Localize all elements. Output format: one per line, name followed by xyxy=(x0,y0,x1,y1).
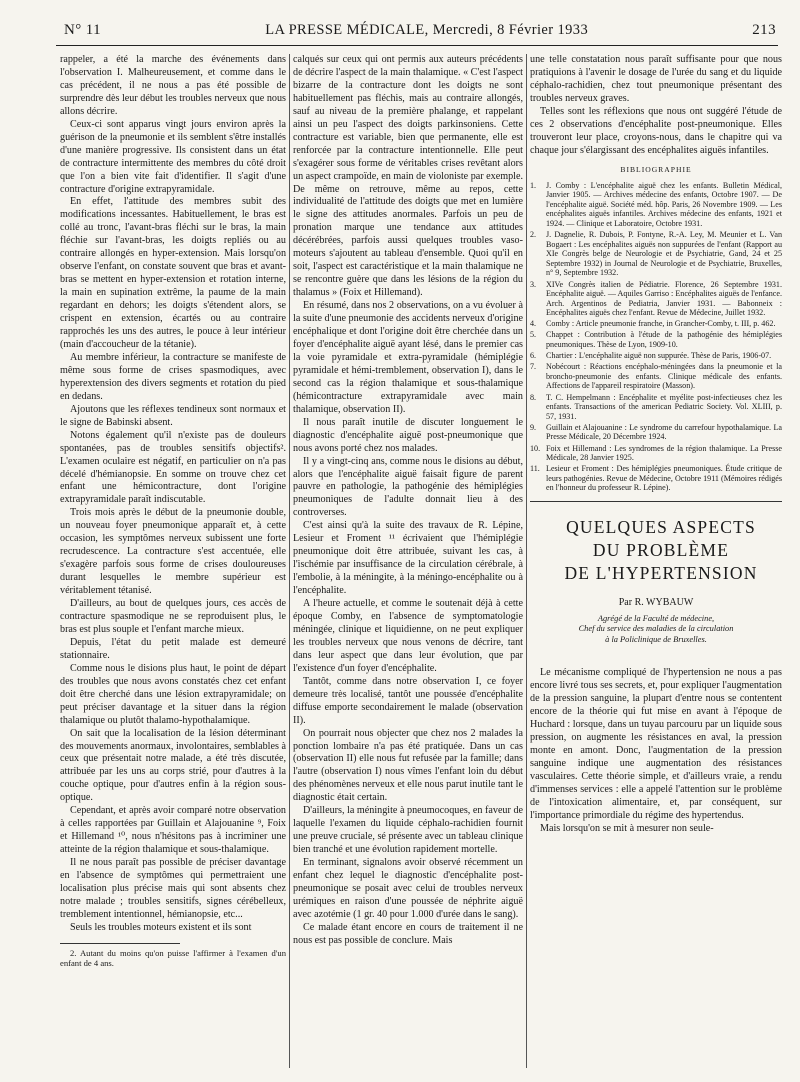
column-1 xyxy=(60,54,286,1068)
column-3 xyxy=(530,54,782,1068)
bibliography-entry: 1. J. Comby : L'encéphalite aiguë chez les enfants. Bulletin Médical, Janvier 1905. — Archives médecine des enfants, Octobre 1907. — De l'encéphalite aiguë. Société méd. hôp. Paris, 26 Novembre 1909. — Les encéphalites aiguës infantiles. Archives médecine des enfants, 1921 et 1924. — Clinique et Laboratoire, Octobre 1931. xyxy=(530,180,782,228)
paragraph: Ajoutons que les réflexes tendineux sont normaux et le signe de Babinski absent. xyxy=(60,403,286,428)
paragraph: une telle constatation nous paraît suffisante pour que nous pratiquions à l'avenir le dosage de l'urée du sang et du liquide céphalo-rachidien, chez tout pneumonique présentant des troubles nerveux graves. xyxy=(530,54,782,104)
bibliography-entry: 4. Comby : Article pneumonie franche, in Grancher-Comby, t. III, p. 462. xyxy=(530,319,776,329)
paragraph: Seuls les troubles moteurs existent et ils sont xyxy=(70,921,252,933)
article-byline: Par R. WYBAUW xyxy=(618,596,694,608)
column-divider xyxy=(526,54,527,1068)
paragraph: D'ailleurs, la méningite à pneumocoques, en faveur de laquelle l'examen du liquide céphalo-rachidien fournit une preuve cruciale, sé présente avec un tableau clinique bien tranché et une évolution rapidement mortelle. xyxy=(293,805,523,856)
paragraph: On sait que la localisation de la lésion déterminant des mouvements anormaux, involontaires, semblables à ceux que présentait notre malade, a été très discutée, attribuée par les uns au corps strié, pour d'autres à la couche optique, pour d'autres enfin à la région sous-optique. xyxy=(60,727,286,804)
column-2 xyxy=(293,54,523,1068)
paragraph: Notons également qu'il n'existe pas de douleurs spontanées, pas de troubles sensitifs objectifs². L'examen oculaire est négatif, en particulier on n'a pas décelé d'hémianopsie. En somme on trouve chez cet enfant une hémicontracture, dont l'origine extrapyramidale paraît indiscutable. xyxy=(60,429,286,506)
publication-title-date: LA PRESSE MÉDICALE, Mercredi, 8 Février 1933 xyxy=(265,22,589,38)
paragraph: Mais lorsqu'on se mit à mesurer non seule- xyxy=(540,822,714,834)
article-separator xyxy=(530,501,782,502)
paragraph: A l'heure actuelle, et comme le soutenait déjà à cette époque Comby, en l'absence de symptomatologie méningée, clinique et liquidienne, on ne peut expliquer les troubles nerveux que nous venons de décrire, tant dans leur aspect que dans leur évolution, que par l'existence d'un foyer d'encéphalite. xyxy=(293,598,523,674)
paragraph: calqués sur ceux qui ont permis aux auteurs précédents de décrire l'aspect de la main thalamique. « C'est l'aspect bizarre de la contracture dont les doigts ne sont habituellement pas fléchis, mais au contraire allongés, sauf au niveau de la première phalange, et rappelant ainsi un peu l'aspect des doigts parkinsoniens. Cette contracture est variable, bien que permanente, elle est renforcée par la contracture intentionnelle. Elle peut s'exagérer sous forme de véritables crises revêtant alors un aspect crampoïde, en main de violoniste par exemple. De même on retrouve, même au repos, cette individualité de l'attitude des doigts que met en lumière le signe des attitudes anormales. Parfois un peu de pronation marque une tendance aux attitudes décérébrées, parfois aussi quelques troubles vaso-moteurs s'ajoutent au tableau d'ensemble. Quoi qu'il en soit, l'aspect est caractéristique et la main thalamique ne se rencontre guère que dans les lésions de la région du thalamus » (Foix et Hillemand). xyxy=(293,54,523,299)
paragraph: Il y a vingt-cinq ans, comme nous le disions au début, alors que l'encéphalite aiguë faisait figure de parent pauvre en pathologie, la pathogénie des hémiplégies pneumoniques de l'adulte donnait lieu à des controverses. xyxy=(293,455,523,519)
paragraph: rappeler, a été la marche des événements dans l'observation I. Malheureusement, et comme dans le cas précédent, il ne nous a pas été possible de surprendre dès leur début les troubles nerveux que nous allons décrire. xyxy=(60,54,286,117)
paragraph: En effet, l'attitude des membres subit des modifications incessantes. Habituellement, le bras est collé au tronc, l'avant-bras fléchi sur le bras, la main fléchie sur l'avant-bras, les doigts repliés ou au contraire allongés en hyper-extension. Mais lorsqu'on observe l'enfant, on constate souvent que bras et avant-bras se mettent en hyper-extension et rotation interne, la main en supination extrême, la paume de la main regardant en dehors; les doigts s'étendent alors, se crispent en extension, écartés ou au contraire rapprochés les uns des autres, le pouce à leur intérieur (main d'accoucheur de la tétanie). xyxy=(60,196,286,350)
bibliography-entry: 6. Chartier : L'encéphalite aiguë non suppurée. Thèse de Paris, 1906-07. xyxy=(530,351,772,361)
paragraph: Comme nous le disions plus haut, le point de départ des troubles que nous avons constatés chez cet enfant doit être cherché dans une lésion extrapyramidale; on peut préciser davantage et la situer dans la région thalamique ou plutôt thalamo-hypothalamique. xyxy=(60,662,286,726)
bibliography-entry: 10. Foix et Hillemand : Les syndromes de la région thalamique. La Presse Médicale, 28 Janvier 1925. xyxy=(530,443,782,463)
header-rule xyxy=(56,45,778,46)
bibliography-entry: 5. Chappet : Contribution à l'étude de la pathogénie des hémiplégies pneumoniques. Thèse de Lyon, 1909-10. xyxy=(530,330,782,350)
column-divider xyxy=(289,54,290,1068)
paragraph: Tantôt, comme dans notre observation I, ce foyer demeure très localisé, tantôt une poussée d'encéphalite diffuse emporte secondairement le malade (observation II). xyxy=(293,675,523,726)
paragraph: En terminant, signalons avoir observé récemment un enfant chez lequel le diagnostic d'encéphalite post-pneumonique se posait avec celui de troubles nerveux urémiques en raison d'une poussée de néphrite aiguë avec azotémie (1 gr. 40 pour 1.000 d'urée dans le sang). xyxy=(293,857,523,920)
paragraph: Le mécanisme compliqué de l'hypertension ne nous a pas encore livré tous ses secrets, et, pour expliquer l'augmentation de la pression sanguine, la plupart d'entre nous se contentent encore de la théorie qui fut mise en avant à l'époque de Huchard : lorsque, dans un tuyau parcouru par un liquide sous pression, on augmente les résistances en aval, la pression monte en amont. Donc, l'augmentation de la pression sanguine indique une augmentation des résistances vasculaires. Cette théorie simple, et d'ailleurs vraie, a rendu d'immenses services : elle a appelé l'attention sur le problème de l'intoxication alimentaire, et, par conséquent, sur l'importance primordiale du régime des hypertendus. xyxy=(530,667,782,821)
footnote: 2. Autant du moins qu'on puisse l'affirmer à l'examen d'un enfant de 4 ans. xyxy=(60,947,286,969)
paragraph: On pourrait nous objecter que chez nos 2 malades la ponction lombaire n'a pas été pratiquée. Dans un cas (observation II) elle nous fut refusée par la famille; dans l'autre (observation I) nous vîmes l'enfant loin du début des phénomènes nerveux et elle nous parut inutile tant le diagnostic était certain. xyxy=(293,727,523,804)
page-header xyxy=(64,22,776,44)
bibliography-entry: 2. J. Dagnelie, R. Dubois, P. Fontyne, R.-A. Ley, M. Meunier et L. Van Bogaert : Les encéphalites aiguës non suppurées de l'enfant (Rapport au XIe Congrès belge de Neurologie et de Psychiatrie, Gand, 24 et 25 Septembre 1932) in Journal de Neurologie et de Psychiatrie, Bruxelles, n° 9, Septembre 1932. xyxy=(530,230,782,278)
bibliography-entry: 11. Lesieur et Froment : Des hémiplégies pneumoniques. Étude critique de leurs pathogénies. Revue de Médecine, Octobre 1911 (Mémoires rédigés en l'honneur du professeur R. Lépine). xyxy=(530,464,782,493)
page-number: 213 xyxy=(752,22,776,38)
paragraph: Depuis, l'état du petit malade est demeuré stationnaire. xyxy=(60,636,286,661)
bibliography-heading: BIBLIOGRAPHIE xyxy=(620,164,692,174)
bibliography-entry: 3. XIVe Congrès italien de Pédiatrie. Florence, 26 Septembre 1931. Encéphalite aiguë. — Aquiles Garriso : Encéphalites aiguës de l'enfance. Arch. Argentinos de Pediatria, Janvier 1931. — Babonneix : Encéphalites aiguës chez l'enfant. Revue de Médecine, Juillet 1932. xyxy=(530,279,782,318)
paragraph: En résumé, dans nos 2 observations, on a vu évoluer à la suite d'une pneumonie des accidents nerveux d'origine encéphalique et dont l'origine doit être cherchée dans un foyer d'encéphalite aiguë ayant lésé, dans le premier cas la voie pyramidale et extra-pyramidale (hémiplégie pyramidale et hémi-tremblement, observation I), dans le second cas la région thalamique et sous-thalamique (hémicontracture extrapyramidale avec main thalamique, observation II). xyxy=(293,300,523,415)
bibliography-entry: 7. Nobécourt : Réactions encéphalo-méningées dans la pneumonie et la broncho-pneumonie des enfants. Clinique médicale des enfants. Affections de l'appareil respiratoire (Masson). xyxy=(530,362,782,391)
paragraph: C'est ainsi qu'à la suite des travaux de R. Lépine, Lesieur et Froment ¹¹ écrivaient que l'hémiplégie pneumonique doit être attribuée, suivant les cas, à l'ischémie par insuffisance de la circulation cérébrale, à l'embolie, à la méningite, à la méningo-encéphalite ou à l'encéphalite. xyxy=(293,520,523,597)
paragraph: Cependant, et après avoir comparé notre observation à celles rapportées par Guillain et Alajouanine ⁹, Foix et Hillemand ¹⁰, nous n'hésitons pas à incriminer une atteinte de la région thalamique et sous-thalamique. xyxy=(60,805,286,856)
bibliography-entry: 8. T. C. Hempelmann : Encéphalite et myélite post-infectieuses chez les enfants. Transactions of the american Pediatric Society. Vol. XLIII, p. 57, 1931. xyxy=(530,392,782,421)
bibliography-entry: 9. Guillain et Alajouanine : Le syndrome du carrefour hypothalamique. La Presse Médicale, 20 Décembre 1924. xyxy=(530,422,782,442)
paragraph: Il nous paraît inutile de discuter longuement le diagnostic d'encéphalite aiguë post-pneumonique que nous avons porté chez nos malades. xyxy=(293,416,523,454)
paragraph: Au membre inférieur, la contracture se manifeste de même sous forme de crises spasmodiques, avec hyperextension des divers segments et rotation du pied en dedans. xyxy=(60,351,286,402)
article-title-line: DU PROBLÈME xyxy=(592,539,730,560)
issue-number: N° 11 xyxy=(64,22,102,38)
paragraph: Ceux-ci sont apparus vingt jours environ après la guérison de la pneumonie et ils semblent s'être installés d'une manière progressive. Ils consistent dans un état de contracture intermittente des membres du côté droit que l'on a bien vite fait d'identifier. Il s'agit d'une contracture d'origine extrapyramidale. xyxy=(60,118,286,195)
paragraph: D'ailleurs, au bout de quelques jours, ces accès de contracture spasmodique ne se reproduisent plus, le bras est plus souple et l'enfant marche mieux. xyxy=(60,598,286,635)
paragraph: Ce malade étant encore en cours de traitement il ne nous est pas possible de conclure. Mais xyxy=(293,921,523,946)
footnote-rule xyxy=(60,943,180,944)
article-title-line: QUELQUES ASPECTS xyxy=(566,516,756,537)
paragraph: Trois mois après le début de la pneumonie double, un nouveau foyer pneumonique apparaît et, à cette occasion, les symptômes nerveux subissent une forte recrudescence. La contracture s'est accentuée, elle s'exagère parfois sous forme de crises douloureuses durant lesquelles le membre supérieur est véritablement tétanisé. xyxy=(60,507,286,597)
author-affiliation: Agrégé de la Faculté de médecine, Chef du service des maladies de la circulation à la Policlinique de Bruxelles. xyxy=(578,613,734,644)
article-title-line: DE L'HYPERTENSION xyxy=(564,562,758,583)
bibliography-list xyxy=(530,181,782,493)
paragraph: Telles sont les réflexions que nous ont suggéré l'étude de ces 2 observations d'encéphalite post-pneumonique. Elles trouveront leur place, croyons-nous, dans le chapitre qui va chaque jour s'élargissant des encéphalites aiguës infantiles. xyxy=(530,105,782,156)
paragraph: Il ne nous paraît pas possible de préciser davantage en l'absence de symptômes qui permettraient une localisation plus précise mais qui sont absents chez notre malade ; troubles sensitifs, signes cérébelleux, tremblement intentionnel, hémianopsie, etc... xyxy=(60,857,286,920)
